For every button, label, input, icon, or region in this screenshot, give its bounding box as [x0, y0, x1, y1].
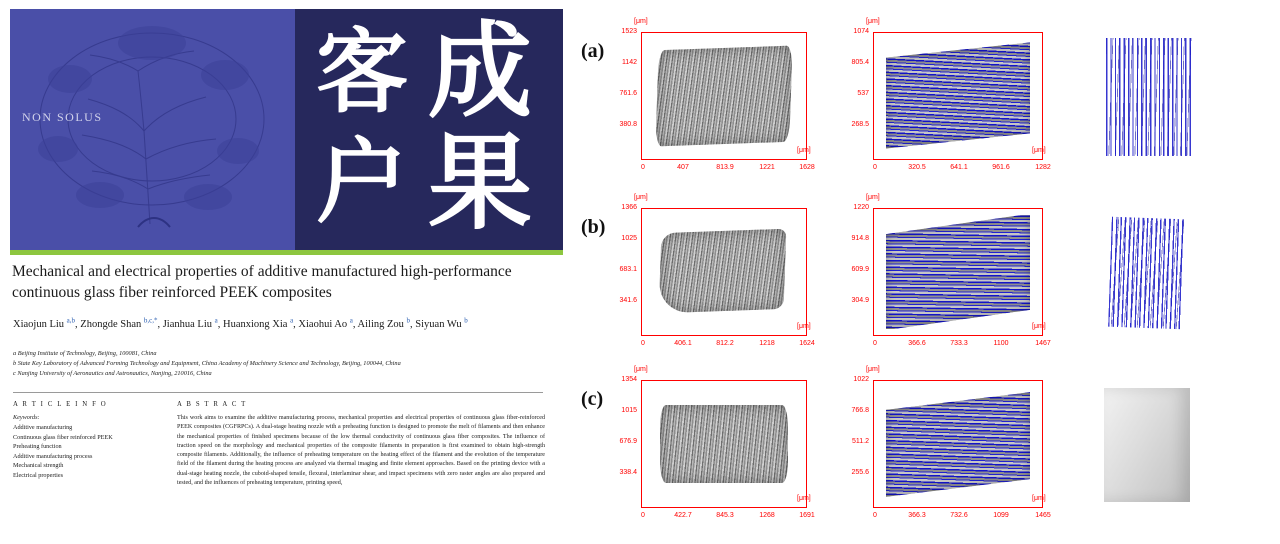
- y-axis-unit-a1: [μm]: [634, 18, 648, 25]
- paper-title: Mechanical and electrical properties of additive manufactured high-performance continuous glass fiber reinforced PEEK composites: [12, 263, 512, 301]
- keyword-item: Preheating function: [13, 443, 62, 451]
- x-tick-a2: 0: [873, 164, 877, 171]
- fiber-scatter-blue: [1106, 38, 1192, 156]
- x-tick-a2: 320.5: [908, 164, 926, 171]
- elsevier-tree-logo-icon: [10, 9, 295, 250]
- x-axis-unit-c2: [μm]: [1032, 495, 1046, 502]
- keyword-item: Continuous glass fiber reinforced PEEK: [13, 433, 113, 441]
- x-tick-b2: 1467: [1035, 340, 1051, 347]
- fiber-bundle-blue: [886, 43, 1030, 149]
- y-tick-c2: 255.6: [851, 469, 869, 476]
- solid-block-thumb-c: [1088, 380, 1208, 508]
- fiber-bundle-blue: [886, 215, 1030, 329]
- y-tick-b2: 304.9: [851, 297, 869, 304]
- y-tick-b2: 914.8: [851, 235, 869, 242]
- y-tick-b1: 1025: [621, 235, 637, 242]
- y-axis-unit-b2: [μm]: [866, 194, 880, 201]
- abstract-column: [177, 401, 545, 488]
- y-tick-a1: 1142: [621, 59, 637, 66]
- ct-plot-a2: [873, 32, 1043, 160]
- cover-cjk-char-3: 户: [316, 129, 409, 236]
- y-axis-unit-b1: [μm]: [634, 194, 648, 201]
- cover-cjk-char-2: 成: [428, 10, 533, 132]
- x-tick-b2: 366.6: [908, 340, 926, 347]
- x-tick-a2: 641.1: [950, 164, 968, 171]
- fiber-bundle-gray: [659, 229, 786, 313]
- article-body-columns: [13, 401, 545, 488]
- keyword-item: Electrical properties: [13, 472, 63, 480]
- y-tick-c1: 676.9: [619, 438, 637, 445]
- y-tick-a2: 805.4: [851, 59, 869, 66]
- x-tick-a1: 1628: [799, 164, 815, 171]
- x-tick-c2: 1465: [1035, 512, 1051, 519]
- x-tick-b2: 1100: [993, 340, 1009, 347]
- y-axis-unit-a2: [μm]: [866, 18, 880, 25]
- fiber-bundle-gray: [655, 46, 792, 147]
- x-tick-b1: 406.1: [674, 340, 692, 347]
- affiliation-item: c Nanjing University of Aeronautics and Astronautics, Nanjing, 210016, China: [13, 370, 212, 378]
- ct-plot-b1: [641, 208, 807, 336]
- ct-specimen-c1: [648, 387, 800, 501]
- y-tick-a1: 380.8: [619, 121, 637, 128]
- ct-figure-panel: [573, 0, 1280, 544]
- author-list-text: Xiaojun Liu $^{a,b}$, Zhongde Shan $^{b,c,*}$, Jianhua Liu $^a$, Huanxiong Xia $^a$, Xiaohui Ao $^a$, Ailing Zou $^b$, Siyuan Wu $^b$: [13, 316, 468, 330]
- x-tick-c1: 1268: [759, 512, 775, 519]
- figure-row-label-b: (b): [581, 216, 606, 238]
- keywords-label: Keywords:: [13, 414, 40, 421]
- y-tick-a2: 1074: [853, 28, 869, 35]
- x-tick-a1: 1221: [759, 164, 775, 171]
- y-tick-a1: 1523: [621, 28, 637, 35]
- x-axis-unit-b2: [μm]: [1032, 323, 1046, 330]
- fiber-bundle-blue: [886, 392, 1030, 496]
- abstract-heading: A B S T R A C T: [177, 401, 247, 408]
- figure-row-label-c: (c): [581, 388, 604, 410]
- affiliation-item: b State Key Laboratory of Advanced Forming Technology and Equipment, China Academy of Machinery Science and Technology, Beijing, 100044, China: [13, 360, 401, 368]
- y-tick-c1: 1015: [621, 407, 637, 414]
- y-tick-c1: 338.4: [619, 469, 637, 476]
- figure-row-b: [573, 190, 1280, 356]
- y-tick-c1: 1354: [621, 376, 637, 383]
- ct-plot-a1: [641, 32, 807, 160]
- ct-specimen-b2: [880, 215, 1036, 329]
- cover-cjk-char-4: 果: [428, 122, 533, 244]
- y-axis-unit-c1: [μm]: [634, 366, 648, 373]
- x-tick-b1: 0: [641, 340, 645, 347]
- section-divider: [13, 392, 543, 393]
- x-tick-c2: 0: [873, 512, 877, 519]
- x-tick-b1: 812.2: [716, 340, 734, 347]
- y-tick-c2: 1022: [853, 376, 869, 383]
- figure-row-c: [573, 362, 1280, 528]
- ct-specimen-a2: [880, 39, 1036, 153]
- x-tick-c2: 1099: [993, 512, 1009, 519]
- ct-plot-c2: [873, 380, 1043, 508]
- x-tick-c1: 422.7: [674, 512, 692, 519]
- x-tick-b2: 0: [873, 340, 877, 347]
- abstract-text: This work aims to examine the additive manufacturing process, mechanical properties and electrical properties of continuous glass fiber-reinforced PEEK composites (CGFRPCs). A dual-stage heating nozzle with a preheating function is designed to promote the melt of filaments and then enhance the mechanical properties of finished specimens because of the low thermal conductivity of continuous glass fiber composites. The influence of traction speed on the morphology and mechanical properties of the composite filaments in preparation is first examined to obtain high-strength composite filaments. Additionally, the influence of preheating temperature on the heating effect of the filament and the evolution of the temperature field of the filament during the heating process are analyzed via thermal imaging and finite element approaches. Based on the printing device with a dual-stage heating nozzle, the cuboid-shaped tensile, flexural, interlaminar shear, and impact specimens with zero raster angles are also prepared and tested, and the influences of preheating temperature, printing speed,: [177, 415, 545, 486]
- ct-specimen-a1: [648, 39, 800, 153]
- x-tick-a1: 0: [641, 164, 645, 171]
- y-axis-unit-c2: [μm]: [866, 366, 880, 373]
- y-tick-b1: 1366: [621, 204, 637, 211]
- x-tick-b1: 1218: [759, 340, 775, 347]
- x-tick-c1: 0: [641, 512, 645, 519]
- article-info-heading: A R T I C L E I N F O: [13, 401, 108, 408]
- ct-plot-c1: [641, 380, 807, 508]
- x-tick-b2: 733.3: [950, 340, 968, 347]
- cover-cjk-char-1: 客: [316, 19, 409, 126]
- author-list: [13, 315, 533, 332]
- y-tick-b1: 683.1: [619, 266, 637, 273]
- journal-cover-image: [10, 9, 563, 250]
- y-tick-a2: 268.5: [851, 121, 869, 128]
- article-info-column: [13, 401, 163, 488]
- svg-text:NON SOLUS: NON SOLUS: [22, 110, 103, 124]
- y-tick-c2: 766.8: [851, 407, 869, 414]
- x-tick-c2: 732.6: [950, 512, 968, 519]
- y-tick-c2: 511.2: [852, 438, 869, 445]
- x-axis-unit-a2: [μm]: [1032, 147, 1046, 154]
- y-tick-a2: 537: [857, 90, 869, 97]
- x-tick-c1: 1691: [799, 512, 815, 519]
- x-axis-unit-a1: [μm]: [797, 147, 811, 154]
- fiber-distribution-thumb-b: [1088, 208, 1208, 336]
- x-tick-a1: 813.9: [716, 164, 734, 171]
- affiliations-block: [13, 349, 543, 380]
- gray-specimen-block: [1104, 388, 1190, 502]
- cover-artwork-panel: [10, 9, 295, 250]
- figure-row-a: [573, 14, 1280, 180]
- ct-specimen-b1: [648, 215, 800, 329]
- figure-row-label-a: (a): [581, 40, 605, 62]
- x-tick-a1: 407: [677, 164, 689, 171]
- fiber-bundle-gray: [660, 405, 788, 483]
- keyword-item: Additive manufacturing process: [13, 452, 93, 460]
- cover-green-divider: [10, 250, 563, 255]
- ct-specimen-c2: [880, 387, 1036, 501]
- keyword-item: Additive manufacturing: [13, 424, 73, 431]
- keyword-item: Mechanical strength: [13, 462, 64, 470]
- journal-article-page: [0, 0, 573, 544]
- y-tick-b2: 609.9: [851, 266, 869, 273]
- x-tick-c2: 366.3: [908, 512, 926, 519]
- x-tick-a2: 961.6: [992, 164, 1010, 171]
- x-axis-unit-b1: [μm]: [797, 323, 811, 330]
- x-tick-c1: 845.3: [716, 512, 734, 519]
- y-tick-a1: 761.6: [619, 90, 637, 97]
- fiber-distribution-thumb-a: [1088, 32, 1208, 160]
- fiber-scatter-blue: [1108, 217, 1186, 330]
- affiliation-item: a Beijing Institute of Technology, Beijing, 100081, China: [13, 350, 157, 357]
- x-axis-unit-c1: [μm]: [797, 495, 811, 502]
- y-tick-b1: 341.6: [619, 297, 637, 304]
- y-tick-b2: 1220: [853, 204, 869, 211]
- x-tick-a2: 1282: [1035, 164, 1051, 171]
- x-tick-b1: 1624: [799, 340, 815, 347]
- ct-plot-b2: [873, 208, 1043, 336]
